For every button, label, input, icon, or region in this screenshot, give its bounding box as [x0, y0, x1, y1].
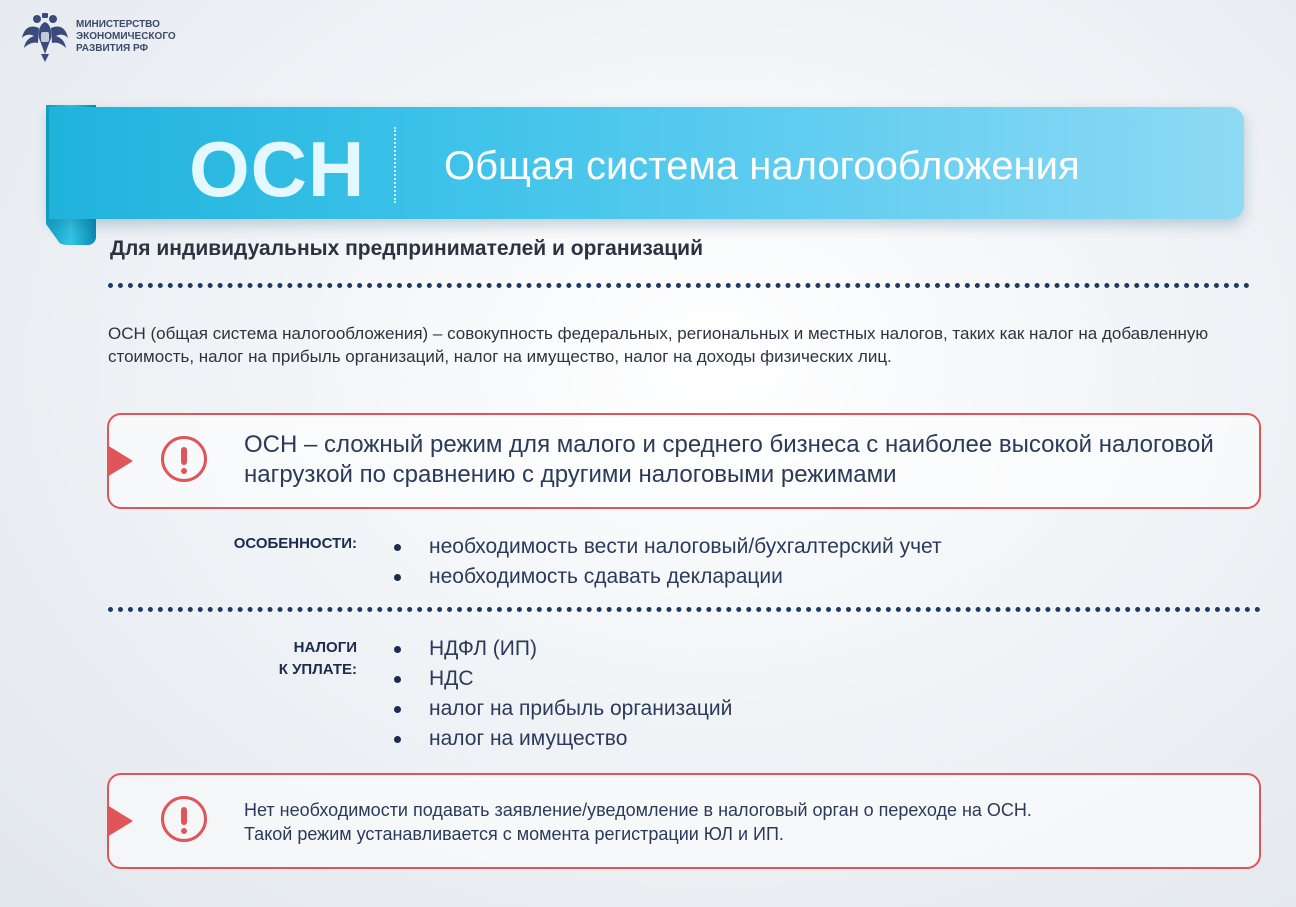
taxes-label-line2: К УПЛАТЕ:	[278, 661, 357, 678]
ministry-name-line3: РАЗВИТИЯ РФ	[76, 43, 149, 54]
features-list	[392, 532, 942, 592]
eagle-emblem-icon	[20, 10, 70, 64]
exclamation-circle-icon	[161, 796, 207, 842]
ministry-name-line2: ЭКОНОМИЧЕСКОГО	[76, 31, 176, 42]
dotted-divider	[108, 283, 1250, 288]
ministry-logo	[20, 10, 176, 64]
list-item: налог на прибыль организаций	[392, 694, 732, 724]
arrow-marker-icon	[107, 445, 133, 477]
taxes-label	[150, 637, 357, 681]
arrow-marker-icon	[107, 805, 133, 837]
list-item: НДС	[392, 664, 732, 694]
warning-box-complexity	[107, 413, 1261, 509]
info-text-line2: Такой режим устанавливается с момента регистрации ЮЛ и ИП.	[244, 824, 784, 844]
list-item: НДФЛ (ИП)	[392, 634, 732, 664]
list-item: необходимость вести налоговый/бухгалтерский учет	[392, 532, 942, 562]
intro-paragraph: ОСН (общая система налогообложения) – совокупность федеральных, региональных и местных налогов, таких как налог на добавленную стоимость, налог на прибыль организаций, налог на имущество, налог на доходы физических лиц.	[108, 324, 1209, 366]
page-subtitle: Для индивидуальных предпринимателей и организаций	[110, 237, 704, 260]
info-text	[244, 798, 1244, 846]
list-item: налог на имущество	[392, 724, 732, 754]
list-item: необходимость сдавать декларации	[392, 562, 942, 592]
banner-ribbon	[49, 107, 1244, 219]
taxes-list	[392, 634, 732, 754]
exclamation-circle-icon	[161, 436, 207, 482]
warning-text: ОСН – сложный режим для малого и среднего бизнеса с наиболее высокой налоговой нагрузкой по сравнению с другими налоговыми режимами	[244, 431, 1214, 488]
ministry-name	[76, 19, 176, 55]
dotted-divider	[108, 607, 1261, 612]
info-text-line1: Нет необходимости подавать заявление/уведомление в налоговый орган о переходе на ОСН.	[244, 800, 1032, 820]
taxes-label-line1: НАЛОГИ	[293, 639, 357, 656]
title-banner	[44, 95, 1249, 255]
banner-abbreviation: ОСН	[189, 125, 366, 213]
banner-title: Общая система налогообложения	[444, 144, 1080, 188]
ministry-name-line1: МИНИСТЕРСТВО	[76, 19, 160, 30]
features-label: ОСОБЕННОСТИ:	[233, 535, 357, 552]
banner-divider	[394, 127, 396, 203]
info-box-registration	[107, 773, 1261, 869]
